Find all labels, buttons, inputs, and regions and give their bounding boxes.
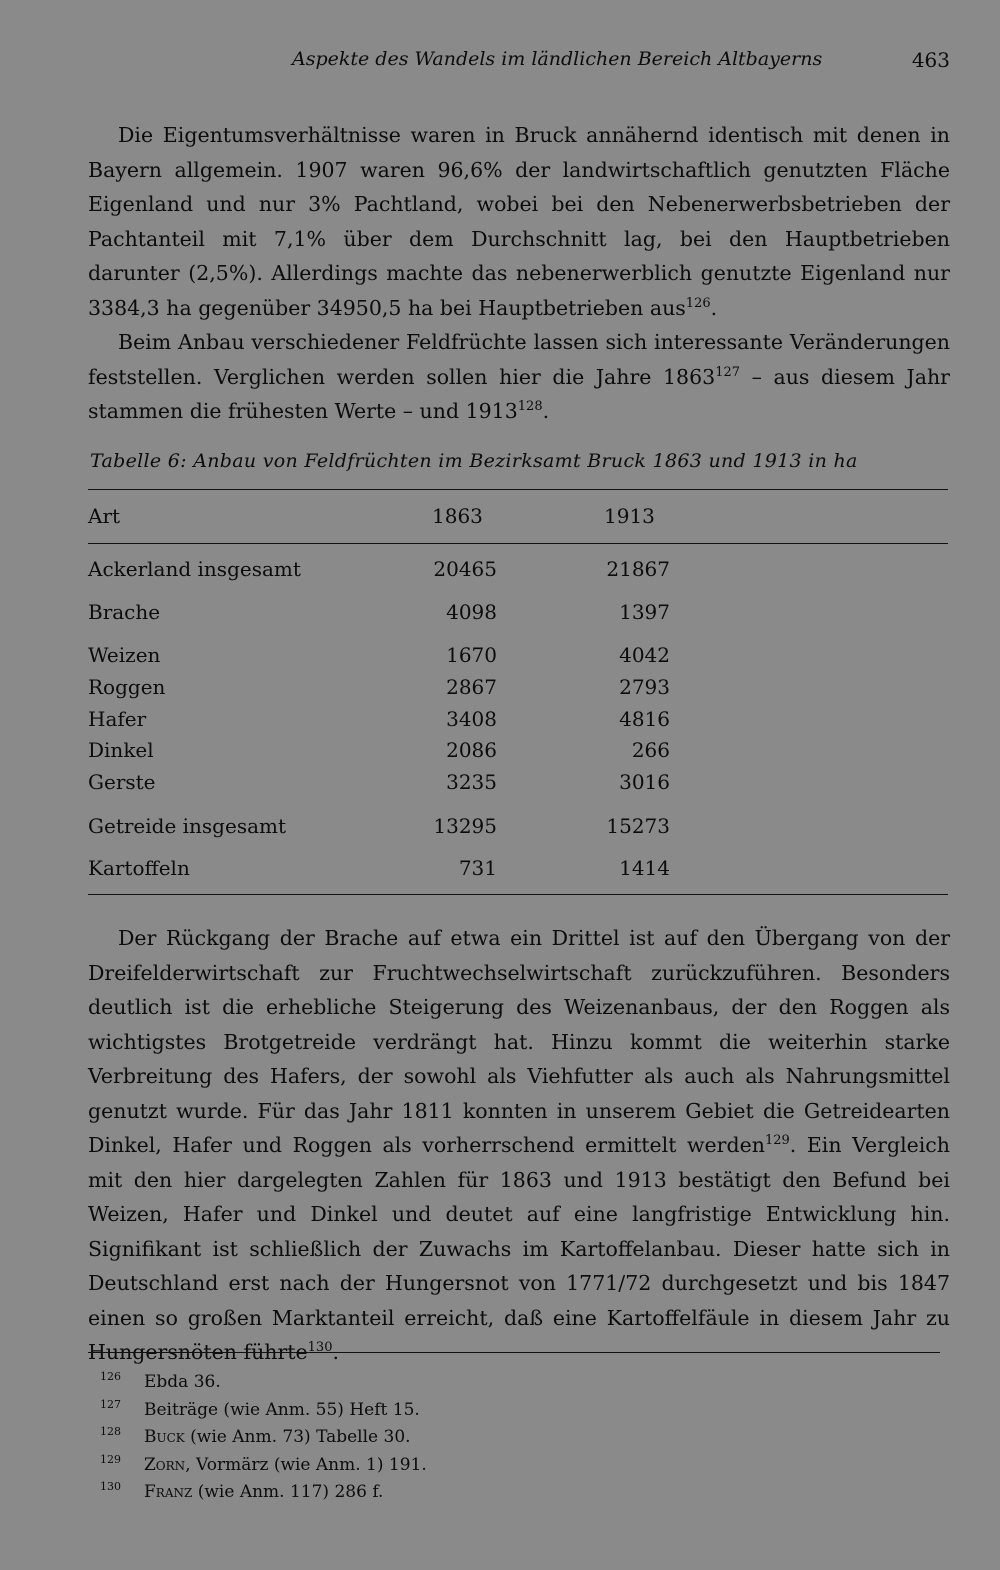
body-text-bottom — [88, 921, 950, 1370]
table-row — [0, 770, 1000, 796]
footnote-text: Ebda 36. — [144, 1372, 221, 1392]
cell-art: Ackerland insgesamt — [88, 557, 301, 581]
footnote — [100, 1476, 427, 1504]
footnote-ref[interactable]: 130 — [307, 1340, 333, 1356]
footnote-text: (wie Anm. 73) Tabelle 30. — [184, 1427, 411, 1447]
footnote — [100, 1421, 427, 1449]
footnote — [100, 1366, 427, 1394]
table-row — [0, 675, 1000, 701]
cell-1863: 4098 — [446, 600, 497, 624]
footnote-number: 129 — [100, 1452, 121, 1466]
footnote-number: 126 — [100, 1370, 121, 1383]
footnote-text: , Vormärz (wie Anm. 1) 191. — [185, 1454, 427, 1475]
column-header-art: Art — [88, 504, 121, 528]
footnote-ref[interactable]: 126 — [685, 295, 711, 311]
cell-1863: 731 — [458, 856, 497, 880]
cell-art: Dinkel — [88, 738, 154, 762]
footnote-ref[interactable]: 127 — [715, 364, 741, 380]
table-row — [0, 557, 1000, 583]
cell-1863: 2086 — [446, 738, 497, 762]
footnote-author: Franz — [144, 1482, 193, 1502]
running-head: Aspekte des Wandels im ländlichen Bereich Altbayerns — [292, 48, 823, 70]
footnote-author: Zorn — [144, 1454, 186, 1475]
cell-1913: 15273 — [606, 814, 670, 838]
table-row — [0, 856, 1000, 882]
cell-1913: 4042 — [619, 643, 670, 667]
cell-1913: 1414 — [619, 856, 670, 880]
table-top-rule — [88, 489, 948, 490]
cell-1913: 2793 — [619, 675, 670, 699]
column-header-1863: 1863 — [432, 504, 483, 528]
footnote-number: 128 — [100, 1425, 121, 1438]
table-header-row — [0, 504, 1000, 530]
cell-art: Kartoffeln — [88, 856, 190, 880]
footnote-author: Buck — [144, 1427, 185, 1447]
footnote-number: 130 — [100, 1480, 121, 1493]
cell-1863: 1670 — [446, 643, 497, 667]
page-header — [0, 48, 1000, 80]
footnote-number: 127 — [100, 1397, 121, 1411]
cell-1913: 1397 — [619, 600, 670, 624]
table-bottom-rule — [88, 894, 948, 895]
body-text-top — [88, 118, 950, 429]
footnote-text: (wie Anm. 117) 286 f. — [192, 1482, 384, 1502]
table-row — [0, 600, 1000, 626]
paragraph-ownership: Die Eigentumsverhältnisse waren in Bruck annähernd identisch mit denen in Bayern allgemein. 1907 waren 96,6% der landwirtschaftlich genutzten Fläche Eigenland und nur 3% Pachtland, wobei bei den Nebenerwerbsbetrieben der Pachtanteil mit 7,1% über dem Durchschnitt lag, bei den Hauptbetrieben darunter (2,5%). Allerdings machte das nebenerwerblich genutzte Eigenland nur 3384,3 ha gegenüber 34950,5 ha bei Hauptbetrieben aus$^{126}$. — [88, 123, 950, 320]
footnote — [100, 1449, 427, 1477]
cell-1863: 2867 — [446, 675, 497, 699]
cell-art: Hafer — [88, 707, 147, 731]
table-row — [0, 707, 1000, 733]
cell-1913: 266 — [631, 738, 670, 762]
cell-1913: 3016 — [619, 770, 670, 794]
cell-1913: 4816 — [619, 707, 670, 731]
footnote-rule — [88, 1352, 940, 1353]
cell-1863: 3235 — [446, 770, 497, 794]
cell-art: Getreide insgesamt — [88, 814, 287, 838]
paragraph-crops-intro: Beim Anbau verschiedener Feldfrüchte lassen sich interessante Veränderungen feststellen. Verglichen werden sollen hier die Jahre 1863$^{127}$ – aus diesem Jahr stammen die frühesten Werte – und 1913$^{128}$. — [88, 330, 950, 423]
footnotes — [100, 1366, 427, 1504]
cell-1863: 3408 — [446, 707, 497, 731]
cell-art: Weizen — [88, 643, 161, 667]
paragraph-analysis: Der Rückgang der Brache auf etwa ein Drittel ist auf den Übergang von der Dreifelderwirtschaft zur Fruchtwechselwirtschaft zurückzuführen. Besonders deutlich ist die erhebliche Steigerung des Weizenanbaus, der den Roggen als wichtigstes Brotgetreide verdrängt hat. Hinzu kommt die weiterhin starke Verbreitung des Hafers, der sowohl als Viehfutter als auch als Nahrungsmittel genutzt wurde. Für das Jahr 1811 konnten in unserem Gebiet die Getreidearten Dinkel, Hafer und Roggen als vorherrschend ermittelt werden$^{129}$. Ein Vergleich mit den hier dargelegten Zahlen für 1863 und 1913 bestätigt den Befund bei Weizen, Hafer und Dinkel und deutet auf eine langfristige Entwicklung hin. Signifikant ist schließlich der Zuwachs im Kartoffelanbau. Dieser hatte sich in Deutschland erst nach der Hungersnot von 1771/72 durchgesetzt und bis 1847 einen so großen Marktanteil erreicht, daß eine Kartoffelfäule in diesem Jahr zu Hungersnöten führte$^{130}$. — [88, 926, 950, 1364]
cell-1863: 13295 — [433, 814, 497, 838]
cell-art: Brache — [88, 600, 161, 624]
cell-art: Roggen — [88, 675, 166, 699]
footnote-ref[interactable]: 129 — [764, 1133, 790, 1149]
table-header-rule — [88, 543, 948, 544]
table-row — [0, 738, 1000, 764]
footnote — [100, 1394, 427, 1422]
page-number: 463 — [911, 48, 950, 72]
footnote-ref[interactable]: 128 — [517, 399, 543, 415]
cell-1863: 20465 — [433, 557, 497, 581]
cell-art: Gerste — [88, 770, 156, 794]
footnote-text: Beiträge (wie Anm. 55) Heft 15. — [144, 1399, 420, 1420]
table-row — [0, 643, 1000, 669]
column-header-1913: 1913 — [604, 504, 655, 528]
table-row — [0, 814, 1000, 840]
cell-1913: 21867 — [606, 557, 670, 581]
table-caption: Tabelle 6: Anbau von Feldfrüchten im Bezirksamt Bruck 1863 und 1913 in ha — [90, 450, 858, 472]
